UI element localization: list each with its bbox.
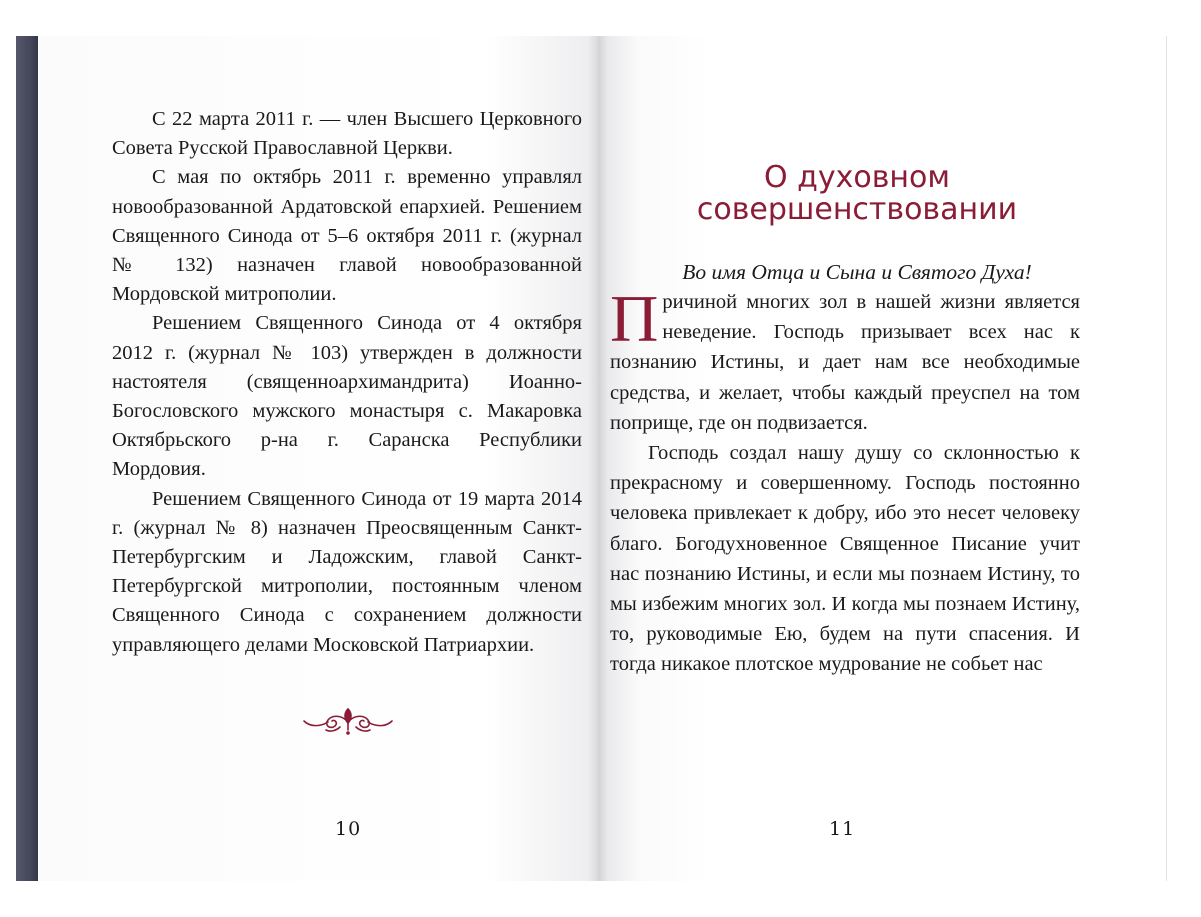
left-paragraph: С мая по октябрь 2011 г. временно управлял новообразованной Ардатовской епархией. Решением Священного Синода от 5–6 октября 2011 г. (журнал № 132) назначен главой новообразованной Мордовской митрополии. (112, 166, 582, 306)
left-paragraph: С 22 марта 2011 г. — член Высшего Церковного Совета Русской Православной Церкви. (112, 108, 582, 160)
page-number-left: 10 (335, 818, 362, 840)
invocation: Во имя Отца и Сына и Святого Духа! (682, 260, 1032, 284)
floral-ornament-icon (300, 703, 396, 737)
right-page-text (610, 282, 1080, 680)
left-paragraph: Решением Священного Синода от 19 марта 2014 г. (журнал № 8) назначен Преосвященным Санкт-Петербургским и Ладожским, главой Санкт-Петербургской митрополии, постоянным членом Священного Синода с сохранением должности управляющего делами Московской Патриархии. (112, 487, 582, 656)
left-paragraph: Решением Священного Синода от 4 октября 2012 г. (журнал № 103) утвержден в должности настоятеля (священноархимандрита) Иоанно-Богословского мужского монастыря с. Макаровка Октябрьского р-на г. Саранска Республики Мордовия. (112, 312, 582, 481)
paragraph-text: ричиной многих зол в нашей жизни является неведение. Господь призывает всех нас к познанию Истины, и дает нам все необходимые средства, и желает, чтобы каждый преуспел на том поприще, где он подвизается. (610, 291, 1080, 434)
chapter-title-line-2: совершенствовании (696, 192, 1018, 227)
drop-cap: П (610, 282, 659, 356)
chapter-title-line-1: О духовном (763, 160, 951, 195)
chapter-title (614, 162, 1100, 226)
right-paragraph: Господь создал нашу душу со склонностью к прекрасному и совершенному. Господь постоянно человека привлекает к добру, ибо это несет человеку благо. Богодухновенное Священное Писание учит нас познанию Истины, и если мы познаем Истину, то мы избежим многих зол. И когда мы познаем Истину, то, руководимые Ею, будем на пути спасения. И тогда никакое плотское мудрование не собьет нас (610, 442, 1080, 676)
book-gutter (588, 36, 608, 881)
page-number-right: 11 (829, 818, 856, 840)
right-paragraph (610, 282, 1080, 438)
left-page-text (112, 105, 582, 660)
